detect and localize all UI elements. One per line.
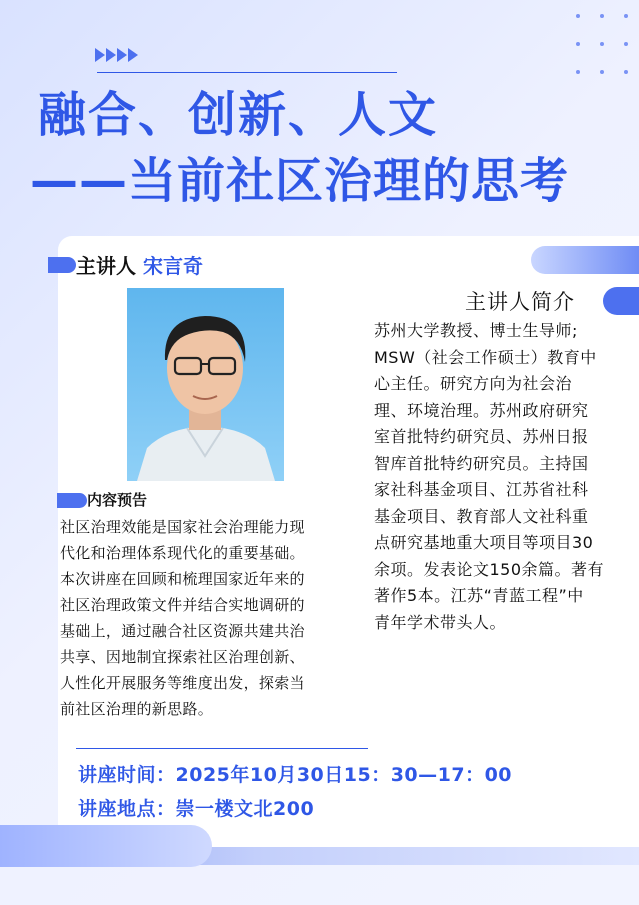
bottom-blob [0, 825, 212, 867]
preview-line: 人性化开展服务等维度出发，探索当 [60, 674, 305, 692]
lecture-time: 讲座时间：2025年10月30日15：30—17：00 [78, 764, 513, 786]
preview-heading: 内容预告 [87, 491, 148, 509]
bio-line: 余项。发表论文150余篇。著有 [374, 559, 605, 579]
bio-line: 点研究基地重大项目等项目30 [374, 533, 594, 552]
decorative-dot-grid [574, 12, 634, 80]
info-divider [76, 748, 368, 749]
bio-line: 基金项目、教育部人文社科重 [374, 506, 589, 526]
bio-line: 心主任。研究方向为社会治 [374, 374, 573, 393]
speaker-bio [374, 318, 632, 636]
bio-line: 室首批特约研究员、苏州日报 [374, 427, 589, 446]
title-line-2: ——当前社区治理的思考 [30, 153, 570, 209]
preview-line: 基础上，通过融合社区资源共建共治 [60, 622, 305, 640]
title-line-1: 融合、创新、人文 [38, 87, 439, 143]
title-rule [97, 72, 397, 73]
preview-line: 社区治理政策文件并结合实地调研的 [60, 596, 305, 614]
speaker-photo [127, 288, 284, 481]
preview-line: 社区治理效能是国家社会治理能力现 [60, 518, 305, 536]
bio-line: 家社科基金项目、江苏省社科 [374, 480, 589, 499]
preview-body [60, 514, 364, 722]
arrows-icon [95, 48, 145, 62]
bio-line: 理、环境治理。苏州政府研究 [374, 400, 589, 420]
decorative-pill-right [531, 246, 639, 274]
preview-line: 共享、因地制宜探索社区治理创新、 [60, 648, 305, 666]
bio-line: 苏州大学教授、博士生导师; [374, 321, 578, 340]
preview-marker [57, 493, 87, 508]
bio-line: MSW（社会工作硕士）教育中 [374, 347, 597, 367]
lecture-place: 讲座地点：崇一楼文北200 [78, 798, 315, 820]
preview-line: 代化和治理体系现代化的重要基础。 [60, 544, 305, 562]
intro-marker [603, 287, 639, 315]
bio-line: 青年学术带头人。 [374, 612, 507, 632]
bio-line: 著作5本。江苏“青蓝工程”中 [374, 586, 584, 605]
speaker-marker [48, 257, 76, 273]
preview-line: 本次讲座在回顾和梳理国家近年来的 [60, 570, 305, 588]
bio-line: 智库首批特约研究员。主持国 [374, 453, 589, 473]
speaker-label: 主讲人 [76, 254, 143, 278]
preview-line: 前社区治理的新思路。 [60, 700, 214, 718]
speaker-name: 宋言奇 [142, 254, 203, 278]
intro-heading: 主讲人简介 [465, 290, 575, 314]
speaker-heading [76, 250, 203, 279]
